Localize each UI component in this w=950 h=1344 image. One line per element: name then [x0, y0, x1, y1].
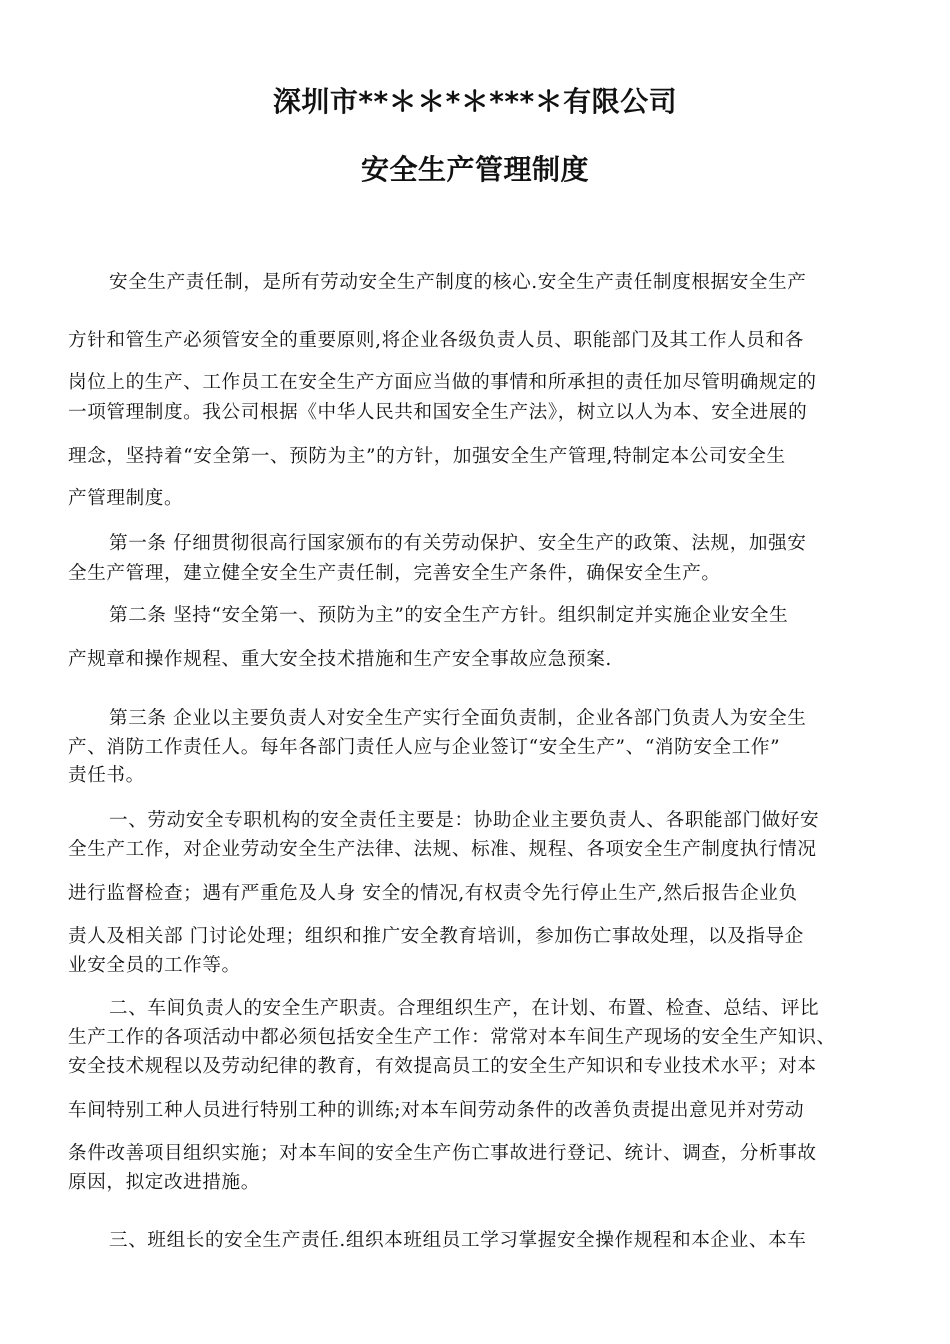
paragraph-line: 安全技术规程以及劳动纪律的教育，有效提高员工的安全生产知识和专业技术水平；对本 [68, 1056, 817, 1077]
paragraph-line: 二、车间负责人的安全生产职责。合理组织生产，在计划、布置、检查、总结、评比 [109, 998, 820, 1019]
paragraph-line: 理念，坚持着“安全第一、预防为主”的方针，加强安全生产管理,特制定本公司安全生 [68, 446, 786, 467]
paragraph-line: 业安全员的工作等。 [68, 955, 241, 976]
paragraph-line: 第一条 仔细贯彻很高行国家颁布的有关劳动保护、安全生产的政策、法规，加强安 [109, 533, 807, 554]
paragraph-line: 原因，拟定改进措施。 [68, 1172, 260, 1193]
paragraph-line: 全生产工作，对企业劳动安全生产法律、法规、标准、规程、各项安全生产制度执行情况 [68, 839, 817, 860]
paragraph-line: 三、班组长的安全生产责任.组织本班组员工学习掌握安全操作规程和本企业、本车 [109, 1230, 807, 1251]
paragraph-line: 产管理制度。 [68, 488, 184, 509]
paragraph-line: 产、消防工作责任人。每年各部门责任人应与企业签订“安全生产”、“消防安全工作” [68, 737, 781, 758]
paragraph-line: 一项管理制度。我公司根据《中华人民共和国安全生产法》，树立以人为本、安全进展的 [68, 402, 808, 423]
paragraph-line: 进行监督检查；遇有严重危及人身 安全的情况,有权责令先行停止生产,然后报告企业负 [68, 883, 798, 904]
paragraph-line: 全生产管理，建立健全安全生产责任制，完善安全生产条件，确保安全生产。 [68, 563, 721, 584]
paragraph-line: 第三条 企业以主要负责人对安全生产实行全面负责制，企业各部门负责人为安全生 [109, 708, 807, 729]
paragraph-line: 生产工作的各项活动中都必须包括安全生产工作：常常对本车间生产现场的安全生产知识、 [68, 1027, 836, 1048]
paragraph-line: 责人及相关部 门讨论处理；组织和推广安全教育培训，参加伤亡事故处理，以及指导企 [68, 926, 804, 947]
paragraph-line: 车间特别工种人员进行特别工种的训练;对本车间劳动条件的改善负责提出意见并对劳动 [68, 1100, 805, 1121]
paragraph-line: 岗位上的生产、工作员工在安全生产方面应当做的事情和所承担的责任加尽管明确规定的 [68, 372, 817, 393]
paragraph-line: 条件改善项目组织实施；对本车间的安全生产伤亡事故进行登记、统计、调查，分析事故 [68, 1143, 817, 1164]
paragraph-line: 方针和管生产必须管安全的重要原则,将企业各级负责人员、职能部门及其工作人员和各 [68, 330, 804, 351]
paragraph-line: 产规章和操作规程、重大安全技术措施和生产安全事故应急预案. [68, 649, 612, 670]
document-subtitle: 安全生产管理制度 [360, 153, 589, 186]
company-title: 深圳市**＊＊*＊***＊有限公司 [272, 85, 678, 118]
paragraph-line: 一、劳动安全专职机构的安全责任主要是：协助企业主要负责人、各职能部门做好安 [109, 810, 820, 831]
paragraph-line: 第二条 坚持“安全第一、预防为主”的安全生产方针。组织制定并实施企业安全生 [109, 605, 789, 626]
paragraph-line: 责任书。 [68, 765, 145, 786]
paragraph-line: 安全生产责任制，是所有劳动安全生产制度的核心.安全生产责任制度根据安全生产 [109, 272, 807, 293]
